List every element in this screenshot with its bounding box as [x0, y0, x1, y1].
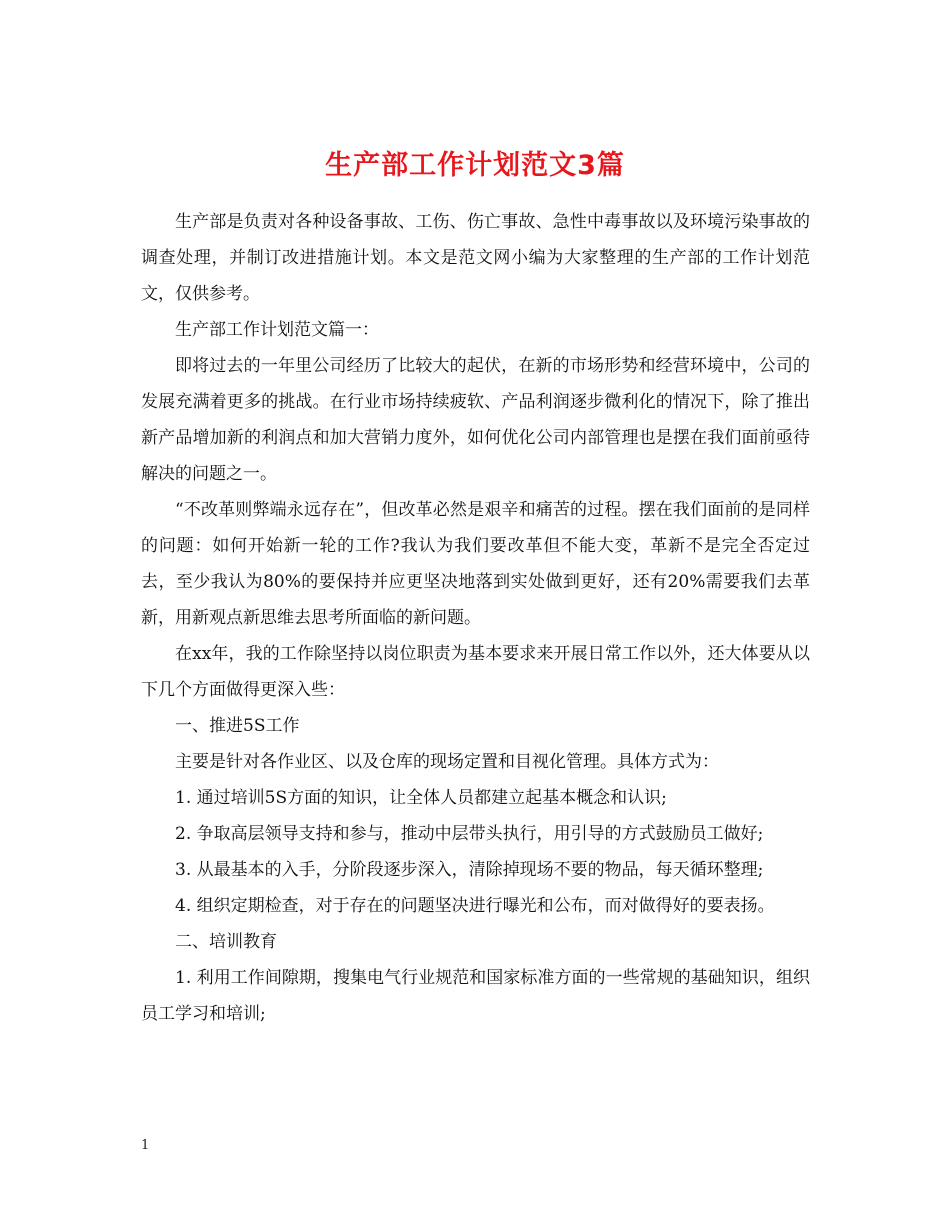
intro-paragraph: 生产部是负责对各种设备事故、工伤、伤亡事故、急性中毒事故以及环境污染事故的调查处理，并制订改进措施计划。本文是范文网小编为大家整理的生产部的工作计划范文，仅供参考。 [141, 212, 810, 304]
list-item: 4. 组织定期检查，对于存在的问题坚决进行曝光和公布，而对做得好的要表扬。 [175, 896, 775, 916]
list-item: 1. 利用工作间隙期，搜集电气行业规范和国家标准方面的一些常规的基础知识，组织员工学习和培训; [141, 968, 810, 1024]
subsection-heading: 二、培训教育 [175, 932, 277, 952]
body-paragraph: “不改革则弊端永远存在”，但改革必然是艰辛和痛苦的过程。摆在我们面前的是同样的问题：如何开始新一轮的工作?我认为我们要改革但不能大变，革新不是完全否定过去，至少我认为80%的要保持并应更坚决地落到实处做到更好，还有20%需要我们去革新，用新观点新思维去思考所面临的新问题。 [141, 500, 810, 628]
subsection-heading: 一、推进5S工作 [175, 716, 300, 736]
body-paragraph: 主要是针对各作业区、以及仓库的现场定置和目视化管理。具体方式为： [175, 752, 719, 772]
list-item: 3. 从最基本的入手，分阶段逐步深入，清除掉现场不要的物品，每天循环整理; [175, 860, 764, 880]
page-number: 1 [141, 1138, 150, 1153]
list-item: 2. 争取高层领导支持和参与，推动中层带头执行，用引导的方式鼓励员工做好; [175, 824, 764, 844]
body-paragraph: 即将过去的一年里公司经历了比较大的起伏，在新的市场形势和经营环境中，公司的发展充满着更多的挑战。在行业市场持续疲软、产品利润逐步微利化的情况下，除了推出新产品增加新的利润点和加大营销力度外，如何优化公司内部管理也是摆在我们面前亟待解决的问题之一。 [141, 356, 810, 484]
document-body [141, 204, 810, 1032]
body-paragraph: 在xx年，我的工作除坚持以岗位职责为基本要求来开展日常工作以外，还大体要从以下几个方面做得更深入些： [141, 644, 810, 700]
document-title: 生产部工作计划范文3篇 [325, 150, 625, 182]
list-item: 1. 通过培训5S方面的知识，让全体人员都建立起基本概念和认识; [175, 788, 667, 808]
section-heading: 生产部工作计划范文篇一： [175, 320, 379, 340]
